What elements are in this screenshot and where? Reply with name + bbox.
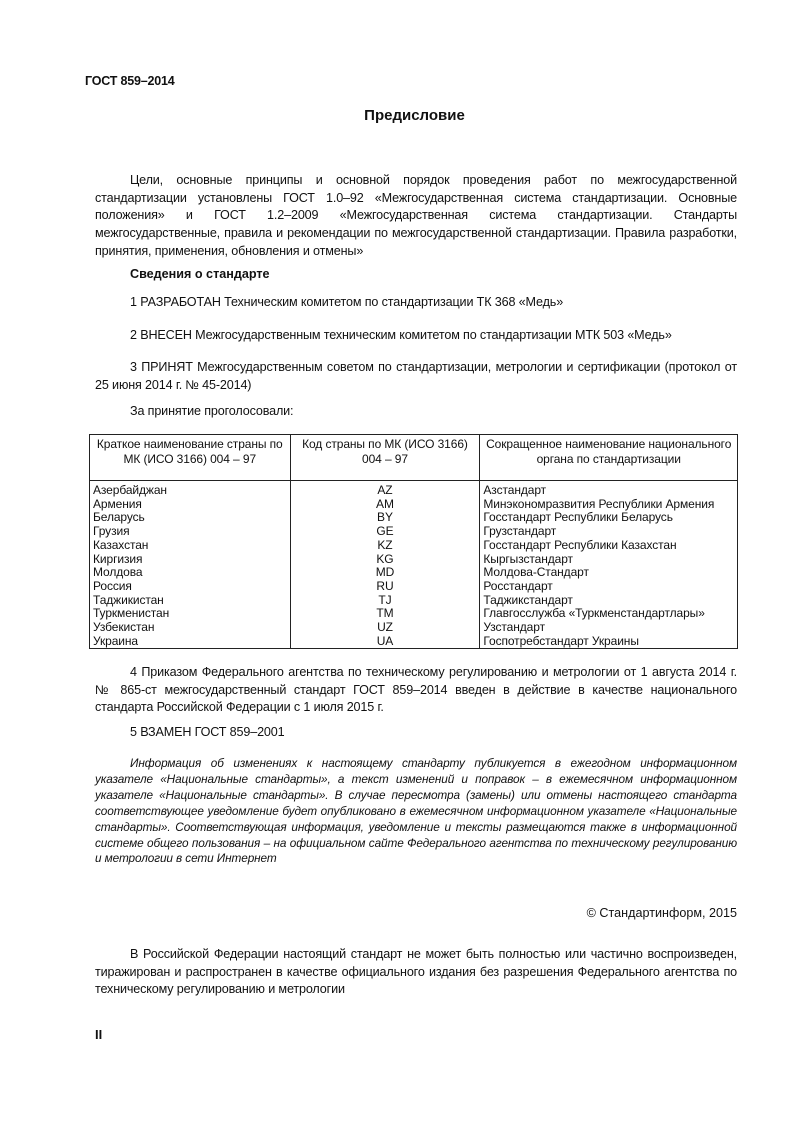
cell-standards-body: Госстандарт Республики Беларусь	[480, 511, 738, 525]
cell-standards-body: Узстандарт	[480, 621, 738, 635]
item-submitted-text: 2 ВНЕСЕН Межгосударственным техническим комитетом по стандартизации МТК 503 «Медь»	[130, 328, 672, 342]
cell-country-code: AZ	[290, 481, 480, 498]
cell-country: Азербайджан	[90, 481, 291, 498]
cell-country-code: TM	[290, 607, 480, 621]
item-order-text: 4 Приказом Федерального агентства по техническому регулированию и метрологии от 1 августа 2014 г. № 865-ст межгосударственный стандарт ГОСТ 859–2014 введен в действие в качестве национального стандарта Российской Федерации с 1 июля 2015 г.	[95, 665, 737, 715]
cell-country: Армения	[90, 498, 291, 512]
table-row	[90, 566, 738, 580]
item-submitted	[95, 327, 737, 345]
cell-country-code: RU	[290, 580, 480, 594]
cell-country-code: UZ	[290, 621, 480, 635]
table-row	[90, 481, 738, 498]
cell-standards-body: Росстандарт	[480, 580, 738, 594]
item-developed	[95, 294, 737, 312]
table-row	[90, 525, 738, 539]
cell-country-code: AM	[290, 498, 480, 512]
cell-country-code: TJ	[290, 594, 480, 608]
table-row	[90, 594, 738, 608]
cell-standards-body: Госпотребстандарт Украины	[480, 635, 738, 649]
reproduction-rights-text: В Российской Федерации настоящий стандарт не может быть полностью или частично воспроизведен, тиражирован и распространен в качестве официального издания без разрешения Федерального агентства по техническому регулированию и метрологии	[95, 947, 737, 997]
item-developed-text: 1 РАЗРАБОТАН Техническим комитетом по стандартизации ТК 368 «Медь»	[130, 295, 564, 309]
column-header-country: Краткое наименование страны по МК (ИСО 3166) 004 – 97	[90, 435, 291, 481]
cell-country: Украина	[90, 635, 291, 649]
cell-standards-body: Кыргызстандарт	[480, 553, 738, 567]
cell-standards-body: Азстандарт	[480, 481, 738, 498]
cell-country: Таджикистан	[90, 594, 291, 608]
cell-country: Россия	[90, 580, 291, 594]
table-body	[90, 481, 738, 649]
section-heading: Сведения о стандарте	[130, 267, 270, 281]
cell-country: Туркменистан	[90, 607, 291, 621]
cell-standards-body: Грузстандарт	[480, 525, 738, 539]
cell-standards-body: Главгосслужба «Туркменстандартлары»	[480, 607, 738, 621]
table-row	[90, 498, 738, 512]
cell-standards-body: Молдова-Стандарт	[480, 566, 738, 580]
reproduction-rights-notice	[95, 946, 737, 999]
cell-country: Молдова	[90, 566, 291, 580]
cell-country: Беларусь	[90, 511, 291, 525]
column-header-code: Код страны по МК (ИСО 3166) 004 – 97	[290, 435, 480, 481]
table-row	[90, 621, 738, 635]
cell-country: Грузия	[90, 525, 291, 539]
cell-standards-body: Таджикстандарт	[480, 594, 738, 608]
copyright-notice: © Стандартинформ, 2015	[586, 906, 737, 920]
intro-text: Цели, основные принципы и основной порядок проведения работ по межгосударственной стандартизации установлены ГОСТ 1.0–92 «Межгосударственная система стандартизации. Основные положения» и ГОСТ 1.2–2009 «Межгосударственная система стандартизации. Стандарты межгосударственные, правила и рекомендации по межгосударственной стандартизации. Правила разработки, принятия, применения, обновления и отмены»	[95, 173, 737, 258]
cell-country-code: GE	[290, 525, 480, 539]
cell-country-code: BY	[290, 511, 480, 525]
change-information-text: Информация об изменениях к настоящему стандарту публикуется в ежегодном информационном указателе «Национальные стандарты», а текст изменений и поправок – в ежемесячном информационном указателе «Национальные стандарты». В случае пересмотра (замены) или отмены настоящего стандарта соответствующее уведомление будет опубликовано в ежемесячном информационном указателе «Национальные стандарты». Соответствующая информация, уведомление и тексты размещаются также в информационной системе общего пользования – на официальном сайте Федерального агентства по техническому регулированию и метрологии в сети Интернет	[95, 756, 737, 866]
table-row	[90, 539, 738, 553]
cell-country: Казахстан	[90, 539, 291, 553]
item-replaces	[95, 724, 737, 742]
item-adopted-text: 3 ПРИНЯТ Межгосударственным советом по стандартизации, метрологии и сертификации (протокол от 25 июня 2014 г. № 45-2014)	[95, 360, 737, 392]
voted-label-text: За принятие проголосовали:	[130, 404, 294, 418]
column-header-standards-body: Сокращенное наименование национального органа по стандартизации	[480, 435, 738, 481]
item-order	[95, 664, 737, 717]
cell-standards-body: Госстандарт Республики Казахстан	[480, 539, 738, 553]
table-row	[90, 553, 738, 567]
cell-country-code: KG	[290, 553, 480, 567]
change-information-notice	[95, 756, 737, 867]
item-adopted	[95, 359, 737, 394]
table-row	[90, 580, 738, 594]
cell-country: Киргизия	[90, 553, 291, 567]
cell-country-code: KZ	[290, 539, 480, 553]
cell-country: Узбекистан	[90, 621, 291, 635]
table-header-row	[90, 435, 738, 481]
intro-paragraph	[95, 172, 737, 261]
voting-countries-table	[89, 434, 738, 649]
page-number: II	[95, 1027, 103, 1042]
page-title: Предисловие	[364, 107, 465, 124]
cell-country-code: MD	[290, 566, 480, 580]
table-row	[90, 635, 738, 649]
cell-country-code: UA	[290, 635, 480, 649]
table-row	[90, 511, 738, 525]
voted-label	[95, 403, 737, 421]
table-row	[90, 607, 738, 621]
cell-standards-body: Минэкономразвития Республики Армения	[480, 498, 738, 512]
item-replaces-text: 5 ВЗАМЕН ГОСТ 859–2001	[130, 725, 285, 739]
document-code-header: ГОСТ 859–2014	[85, 74, 175, 88]
